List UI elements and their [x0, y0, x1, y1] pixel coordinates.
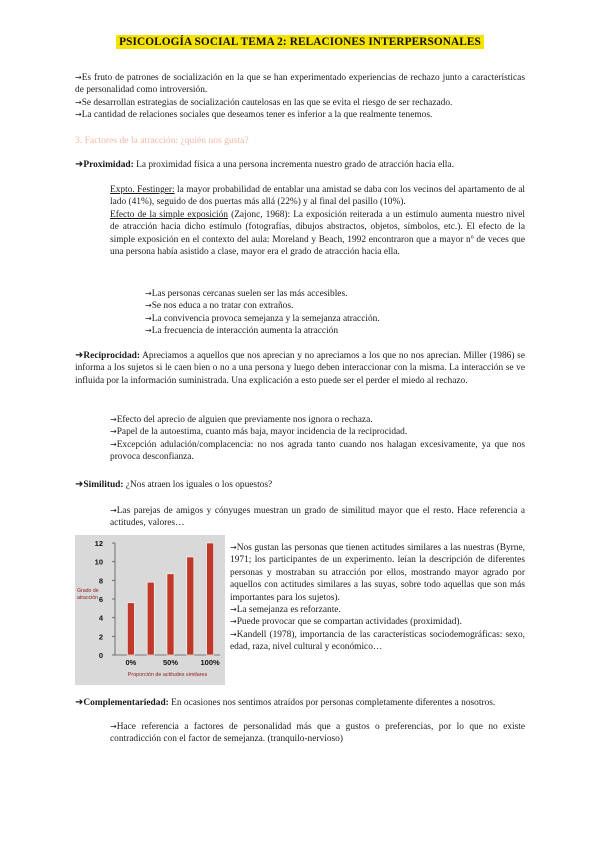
proximidad-bullets	[145, 288, 525, 338]
chart-svg	[75, 535, 225, 685]
arrow-icon: →	[75, 97, 82, 107]
y-axis-label: Grado de	[77, 588, 99, 594]
y-tick-label: 2	[98, 632, 103, 642]
festinger-paragraph: Expto. Festinger: la mayor probabilidad de entablar una amistad se daba con los vecinos del apartamento de al lado (41%), seguido de dos puertas más allá (22%) y al final del pasillo (10%).	[110, 185, 525, 208]
proximidad-body	[110, 184, 525, 258]
arrow-icon: →	[145, 313, 152, 323]
x-axis-label: Proporción de actitudes similares	[127, 672, 208, 678]
proximidad-heading-line	[75, 159, 525, 171]
list-item: →Papel de la autoestima, cuanto más baja, mayor incidencia de la reciprocidad.	[110, 427, 408, 438]
y-tick-label: 4	[98, 613, 103, 623]
complementariedad-bullet: →Hace referencia a factores de personalidad más que a gustos o preferencias, por lo que no existe contradicción con el factor de semejanza. (tranquilo-nervioso)	[110, 722, 525, 745]
list-item: →Nos gustan las personas que tienen actitudes similares a las nuestras (Byrne, 1971; los participantes de un experimento. leían la descripción de diferentes personas y mostraban su atracción por ellos, mostrando mayor agrado por aquellos con actitudes similares a las suyas, sobre todo aquellas que son más importantes para los sujetos).	[230, 543, 525, 603]
arrow-bold-icon: ➜	[75, 159, 84, 170]
y-tick-label: 0	[98, 651, 103, 660]
list-item: →La semejanza es reforzante.	[230, 605, 341, 616]
list-item: →Excepción adulación/complacencia: no nos agrada tanto cuando nos halagan excesivamente, ya que nos provoca desconfianza.	[110, 439, 525, 463]
list-item: →Puede provocar que se compartan actividades (proximidad).	[230, 617, 462, 628]
arrow-icon: →	[110, 427, 117, 437]
x-tick-label: 100%	[200, 658, 220, 667]
list-item: →Se nos educa a no tratar con extraños.	[145, 301, 294, 312]
similitud-text: ¿Nos atraen los iguales o los opuestos?	[125, 480, 273, 490]
y-tick-label: 12	[94, 539, 103, 548]
list-item: →Efecto del aprecio de alguien que previamente nos ignora o rechaza.	[110, 415, 373, 425]
reciprocidad-paragraph	[75, 350, 525, 387]
arrow-icon: →	[75, 73, 82, 82]
list-item: →Kandell (1978), importancia de las características sociodemográficas: sexo, edad, raza, nivel cultural y económico…	[230, 629, 525, 653]
arrow-icon: →	[110, 439, 117, 449]
bar	[167, 574, 174, 655]
arrow-icon: →	[110, 415, 117, 424]
arrow-icon: →	[75, 110, 82, 120]
arrow-icon: →	[145, 326, 152, 336]
reciprocidad-text: Apreciamos a aquellos que nos aprecian y no apreciamos a los que no nos aprecian. Miller (1986) se informa a los sujetos si le caen bien o no a una persona y luego deben interaccionar con la misma. La interacción se ve influida por la información suministrada. Una explicación a esto puede ser el perder el miedo al rechazo.	[75, 351, 525, 386]
arrow-icon: →	[230, 605, 237, 615]
arrow-bold-icon: ➜	[75, 697, 84, 708]
arrow-icon: →	[230, 617, 237, 627]
similitud-label: Similitud:	[83, 480, 124, 490]
intro-bullet: →Se desarrollan estrategias de socialización cautelosas en las que se evita el riesgo de ser rechazado.	[75, 97, 453, 108]
y-axis-label: atracción	[77, 595, 99, 601]
proximidad-text: La proximidad física a una persona incrementa nuestro grado de atracción hacia ella.	[136, 160, 454, 170]
intro-bullets	[75, 72, 525, 122]
arrow-icon: →	[230, 543, 237, 552]
attraction-chart	[75, 535, 225, 685]
bar	[187, 557, 194, 655]
complementariedad-text: En ocasiones nos sentimos atraídos por personas completamente diferentes a nosotros.	[171, 698, 496, 708]
similitud-heading-line	[75, 479, 525, 491]
exposicion-paragraph: Efecto de la simple exposición (Zajonc, 1968): La exposición reiterada a un estímulo aumenta nuestro nivel de atracción hacia dicho estímulo (fotografías, dibujos abstractos, objetos, símbolos, etc.). El efecto de la simple exposición en el contexto del aula: Moreland y Beach, 1992 encontraron que a mayor nº de veces que una persona había asistido a clase, mayor era el grado de atracción hacia ella.	[110, 209, 526, 258]
bar	[147, 582, 154, 655]
x-tick-label: 0%	[125, 658, 137, 667]
complementariedad-paragraph	[75, 697, 525, 709]
x-tick-label: 50%	[162, 658, 179, 667]
y-tick-label: 10	[94, 557, 103, 567]
y-tick-label: 8	[98, 576, 103, 586]
arrow-bold-icon: ➜	[75, 479, 84, 490]
exposicion-label: Efecto de la simple exposición	[110, 209, 228, 220]
intro-bullet: →Es fruto de patrones de socialización en la que se han experimentado experiencias de rechazo junto a características de personalidad como introversión.	[75, 73, 525, 96]
arrow-icon: →	[230, 629, 237, 639]
page-title: PSICOLOGÍA SOCIAL TEMA 2: RELACIONES INTERPERSONALES	[116, 35, 484, 49]
bar	[127, 603, 134, 655]
festinger-label: Expto. Festinger:	[110, 185, 175, 195]
reciprocidad-label: Reciprocidad:	[83, 351, 140, 361]
y-tick-label: 6	[98, 595, 103, 604]
list-item: →Las personas cercanas suelen ser las más accesibles.	[145, 289, 348, 299]
intro-bullet: →La cantidad de relaciones sociales que deseamos tener es inferior a la que realmente tenemos.	[75, 110, 433, 121]
list-item: →La convivencia provoca semejanza y la semejanza atracción.	[145, 313, 380, 324]
arrow-icon: →	[145, 301, 152, 311]
complementariedad-label: Complementariedad:	[83, 698, 169, 708]
bar	[207, 543, 214, 655]
title-wrap	[0, 35, 600, 49]
section-heading: 3. Factores de la atracción: ¿quién nos gusta?	[75, 135, 249, 146]
arrow-icon: →	[110, 722, 117, 731]
arrow-bold-icon: ➜	[75, 350, 84, 361]
arrow-icon: →	[110, 506, 117, 515]
similitud-bullet-top: →Las parejas de amigos y cónyuges muestran un grado de similitud mayor que el resto. Hace referencia a actitudes, valores…	[110, 506, 525, 529]
reciprocidad-bullets	[110, 414, 525, 464]
arrow-icon: →	[145, 289, 152, 298]
list-item: →La frecuencia de interacción aumenta la atracción	[145, 326, 339, 337]
similitud-side-bullets	[230, 542, 525, 654]
proximidad-label: Proximidad:	[83, 160, 134, 170]
